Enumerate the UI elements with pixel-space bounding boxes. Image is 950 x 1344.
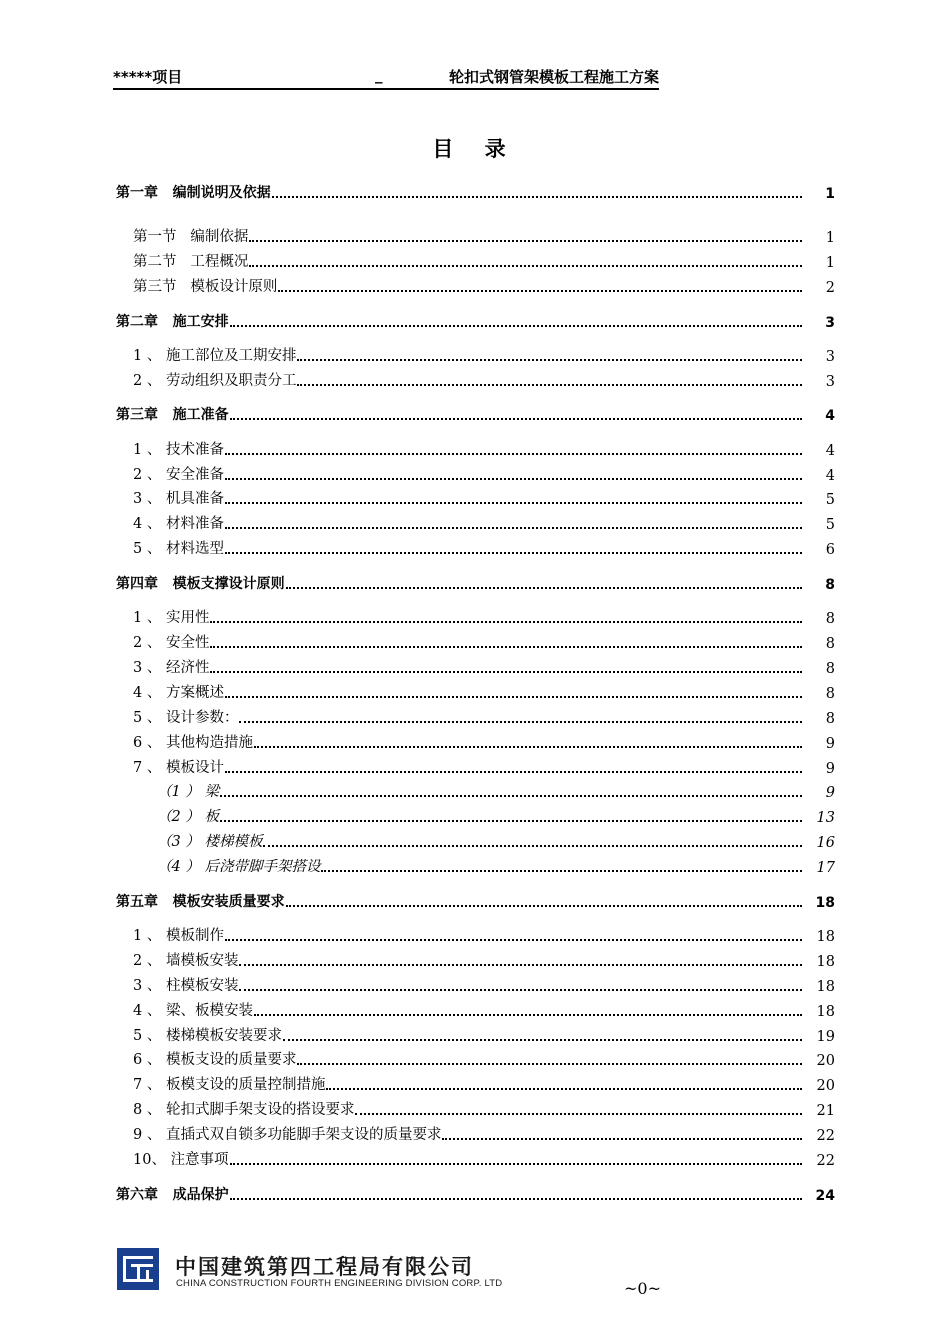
toc-entry-label: 机具准备: [165, 491, 224, 507]
toc-entry-page: 4: [825, 468, 835, 484]
toc-entry-label: 板模支设的质量控制措施: [165, 1077, 326, 1093]
toc-entry-label: 后浇带脚手架搭设: [204, 859, 321, 875]
toc-leader-dots: [286, 904, 802, 907]
toc-entry-number: 1 、: [133, 928, 162, 944]
toc-entry-label: 轮扣式脚手架支设的搭设要求: [165, 1102, 355, 1118]
toc-leader-dots: [230, 324, 802, 327]
toc-entry-page: 4: [825, 408, 835, 424]
toc-entry[interactable]: [133, 730, 835, 752]
toc-entry-page: 16: [816, 835, 835, 851]
toc-entry-label: 编制说明及依据: [172, 185, 271, 201]
toc-entry-label: 方案概述: [165, 685, 224, 701]
toc-entry-number: 第二章: [116, 314, 158, 330]
toc-entry[interactable]: [133, 1122, 835, 1144]
toc-entry-number: 3 、: [133, 491, 162, 507]
header-mark: _: [375, 66, 383, 84]
toc-entry-gap: [177, 255, 191, 271]
toc-entry-number: 2 、: [133, 467, 162, 483]
toc-entry[interactable]: [133, 1047, 835, 1069]
toc-entry-label: 施工部位及工期安排: [165, 348, 297, 364]
toc-entry-page: 5: [825, 492, 835, 508]
toc-entry-page: 17: [816, 860, 835, 876]
toc-entry[interactable]: [157, 804, 835, 826]
company-name-en: CHINA CONSTRUCTION FOURTH ENGINEERING DIVISION CORP. LTD: [176, 1278, 503, 1289]
toc-entry-page: 1: [825, 230, 835, 246]
toc-entry[interactable]: [116, 309, 835, 331]
toc-entry-label: 柱模板安装: [165, 978, 239, 994]
toc-entry[interactable]: [116, 889, 835, 911]
toc-leader-dots: [355, 1112, 802, 1115]
toc-entry-number: 1 、: [133, 442, 162, 458]
toc-entry[interactable]: [133, 605, 835, 627]
toc-entry-page: 18: [816, 929, 835, 945]
toc-entry-number: 2 、: [133, 953, 162, 969]
toc-leader-dots: [225, 551, 802, 554]
toc-entry-number: 2 、: [133, 635, 162, 651]
toc-entry-page: 8: [825, 686, 835, 702]
toc-entry-page: 8: [825, 577, 835, 593]
toc-leader-dots: [225, 770, 802, 773]
toc-entry-page: 3: [825, 374, 835, 390]
toc-leader-dots: [225, 477, 802, 480]
toc-entry-page: 4: [825, 443, 835, 459]
toc-entry-label: 工程概况: [190, 254, 249, 270]
toc-entry-number: 3 、: [133, 660, 162, 676]
toc-leader-dots: [225, 938, 802, 941]
toc-leader-dots: [230, 1162, 802, 1165]
toc-entry-gap: [158, 408, 173, 424]
toc-entry-gap: [158, 315, 173, 331]
toc-entry-label: 安全性: [165, 635, 210, 651]
toc-entry[interactable]: [133, 536, 835, 558]
toc-leader-dots: [283, 1038, 802, 1041]
toc-entry-page: 24: [815, 1188, 835, 1204]
toc-leader-dots: [225, 501, 802, 504]
toc-entry-number: （1 ）: [157, 784, 200, 800]
toc-entry-label: 材料选型: [165, 541, 224, 557]
toc-entry-number: 6 、: [133, 735, 162, 751]
company-logo: [117, 1248, 159, 1290]
toc-entry-label: 模板支撑设计原则: [172, 576, 285, 592]
toc-entry[interactable]: [133, 224, 835, 246]
toc-leader-dots: [239, 720, 802, 723]
toc-entry-number: 1 、: [133, 348, 162, 364]
toc-entry-label: 其他构造措施: [165, 735, 253, 751]
toc-entry-number: 第一节: [133, 229, 177, 245]
toc-entry-label: 模板设计: [165, 760, 224, 776]
toc-entry[interactable]: [133, 1072, 835, 1094]
toc-entry[interactable]: [133, 680, 835, 702]
toc-entry-gap: [158, 577, 173, 593]
toc-entry-page: 18: [815, 895, 835, 911]
toc-leader-dots: [263, 844, 802, 847]
toc-entry[interactable]: [116, 571, 835, 593]
toc-entry-number: 第六章: [116, 1187, 158, 1203]
toc-entry-page: 22: [816, 1153, 835, 1169]
toc-leader-dots: [225, 695, 802, 698]
toc-entry-page: 19: [816, 1029, 835, 1045]
toc-entry-label: 实用性: [165, 610, 210, 626]
toc-entry[interactable]: [133, 437, 835, 459]
toc-entry[interactable]: [133, 462, 835, 484]
toc-entry-number: 8 、: [133, 1102, 162, 1118]
toc-entry-page: 1: [825, 186, 835, 202]
toc-entry-label: 注意事项: [170, 1152, 229, 1168]
toc-leader-dots: [297, 358, 802, 361]
toc-leader-dots: [230, 417, 802, 420]
toc-entry[interactable]: [157, 829, 835, 851]
toc-entry-gap: [158, 186, 173, 202]
toc-entry-number: 6 、: [133, 1052, 162, 1068]
toc-leader-dots: [249, 239, 802, 242]
toc-leader-dots: [297, 383, 802, 386]
toc-entry-number: 第一章: [116, 185, 158, 201]
toc-entry[interactable]: [133, 368, 835, 390]
toc-entry-label: 劳动组织及职责分工: [165, 373, 297, 389]
toc-entry-label: 施工准备: [172, 407, 229, 423]
toc-entry-page: 8: [825, 711, 835, 727]
toc-leader-dots: [210, 670, 802, 673]
toc-entry-page: 9: [825, 736, 835, 752]
toc-leader-dots: [239, 988, 802, 991]
toc-entry[interactable]: [133, 630, 835, 652]
toc-entry[interactable]: [133, 486, 835, 508]
toc-entry[interactable]: [133, 923, 835, 945]
toc-entry[interactable]: [133, 511, 835, 533]
toc-leader-dots: [220, 794, 802, 797]
toc-entry-number: 7 、: [133, 760, 162, 776]
toc-entry-label: 技术准备: [165, 442, 224, 458]
toc-entry[interactable]: [133, 1147, 835, 1169]
toc-entry[interactable]: [157, 854, 835, 876]
toc-entry[interactable]: [133, 655, 835, 677]
toc-entry-number: 第三节: [133, 279, 177, 295]
toc-entry-page: 8: [825, 636, 835, 652]
toc-entry-label: 模板设计原则: [190, 279, 278, 295]
toc-entry-gap: [177, 280, 191, 296]
toc-entry-number: 5 、: [133, 1028, 162, 1044]
toc-entry-page: 18: [816, 954, 835, 970]
toc-entry-label: 模板安装质量要求: [172, 894, 285, 910]
header-doc-title: 轮扣式钢管架模板工程施工方案: [448, 68, 659, 86]
toc-entry-number: 第二节: [133, 254, 177, 270]
toc-entry-label: 墙模板安装: [165, 953, 239, 969]
toc-leader-dots: [239, 963, 802, 966]
toc-leader-dots: [326, 1087, 802, 1090]
toc-entry-label: 编制依据: [190, 229, 249, 245]
toc-entry-page: 18: [816, 1004, 835, 1020]
toc-entry[interactable]: [116, 180, 835, 202]
toc-entry-label: 模板制作: [165, 928, 224, 944]
toc-entry-number: 2 、: [133, 373, 162, 389]
toc-entry-label: 板: [204, 809, 219, 825]
toc-entry-gap: [158, 895, 173, 911]
toc-entry-number: 4 、: [133, 516, 162, 532]
toc-leader-dots: [225, 526, 802, 529]
toc-entry-number: 3 、: [133, 978, 162, 994]
toc-entry-label: 楼梯模板: [204, 834, 263, 850]
toc-entry-number: 5 、: [133, 541, 162, 557]
toc-entry[interactable]: [133, 1097, 835, 1119]
toc-entry-page: 13: [816, 810, 835, 826]
toc-leader-dots: [249, 264, 802, 267]
toc-entry-number: 1 、: [133, 610, 162, 626]
toc-entry-page: 20: [816, 1078, 835, 1094]
toc-entry-label: 安全准备: [165, 467, 224, 483]
toc-entry[interactable]: [133, 274, 835, 296]
toc-entry-label: 直插式双自锁多功能脚手架支设的质量要求: [165, 1127, 442, 1143]
toc-leader-dots: [286, 586, 802, 589]
toc-entry-number: 5 、: [133, 710, 162, 726]
toc-leader-dots: [225, 452, 802, 455]
toc-entry-page: 3: [825, 315, 835, 331]
toc-entry-gap: [158, 1188, 173, 1204]
toc-leader-dots: [321, 869, 802, 872]
toc-entry-number: 4 、: [133, 685, 162, 701]
toc-entry[interactable]: [157, 779, 835, 801]
toc-entry-label: 梁: [204, 784, 219, 800]
toc-entry-page: 3: [825, 349, 835, 365]
toc-entry-number: 10、: [133, 1152, 166, 1168]
toc-entry-number: 第四章: [116, 576, 158, 592]
toc-entry-label: 成品保护: [172, 1187, 229, 1203]
toc-entry[interactable]: [133, 705, 835, 727]
page-number: ~0~: [624, 1279, 661, 1298]
toc-leader-dots: [220, 819, 802, 822]
toc-entry-label: 模板支设的质量要求: [165, 1052, 297, 1068]
toc-entry-label: 梁、板模安装: [165, 1003, 253, 1019]
toc-entry-number: （3 ）: [157, 834, 200, 850]
company-name-cn: 中国建筑第四工程局有限公司: [175, 1255, 474, 1279]
toc-entry[interactable]: [133, 1023, 835, 1045]
toc-entry-number: （2 ）: [157, 809, 200, 825]
toc-leader-dots: [297, 1062, 802, 1065]
toc-entry-number: （4 ）: [157, 859, 200, 875]
toc-entry-page: 22: [816, 1128, 835, 1144]
toc-entry-number: 第五章: [116, 894, 158, 910]
toc-entry-page: 1: [825, 255, 835, 271]
toc-leader-dots: [278, 289, 802, 292]
toc-entry[interactable]: [116, 1182, 835, 1204]
toc-leader-dots: [272, 195, 802, 198]
toc-entry-page: 6: [825, 542, 835, 558]
toc-leader-dots: [210, 620, 802, 623]
toc-entry-page: 18: [816, 979, 835, 995]
toc-entry-page: 21: [816, 1103, 835, 1119]
toc-entry[interactable]: [133, 948, 835, 970]
toc-entry-label: 施工安排: [172, 314, 229, 330]
toc-entry[interactable]: [133, 998, 835, 1020]
toc-entry-gap: [177, 230, 191, 246]
toc-entry-number: 第三章: [116, 407, 158, 423]
toc-leader-dots: [442, 1137, 802, 1140]
toc-entry-number: 4 、: [133, 1003, 162, 1019]
toc-entry-page: 9: [825, 785, 835, 801]
toc-entry-label: 楼梯模板安装要求: [165, 1028, 282, 1044]
toc-entry-label: 经济性: [165, 660, 210, 676]
toc-entry-number: 9 、: [133, 1127, 162, 1143]
toc-entry-number: 7 、: [133, 1077, 162, 1093]
toc-entry-page: 9: [825, 761, 835, 777]
toc-entry[interactable]: [133, 249, 835, 271]
toc-entry[interactable]: [133, 755, 835, 777]
toc-entry-page: 8: [825, 611, 835, 627]
toc-entry-label: 材料准备: [165, 516, 224, 532]
header-project: *****项目: [113, 68, 183, 86]
toc-entry[interactable]: [116, 402, 835, 424]
toc-leader-dots: [254, 1013, 802, 1016]
toc-leader-dots: [254, 745, 802, 748]
toc-entry-label: 设计参数：: [165, 710, 239, 726]
toc-leader-dots: [210, 645, 802, 648]
toc-entry-page: 20: [816, 1053, 835, 1069]
toc-leader-dots: [230, 1197, 802, 1200]
toc-entry-page: 5: [825, 517, 835, 533]
toc-entry-page: 8: [825, 661, 835, 677]
toc-title: 目 录: [432, 137, 518, 161]
toc-entry[interactable]: [133, 973, 835, 995]
toc-entry[interactable]: [133, 343, 835, 365]
toc-entry-page: 2: [825, 280, 835, 296]
